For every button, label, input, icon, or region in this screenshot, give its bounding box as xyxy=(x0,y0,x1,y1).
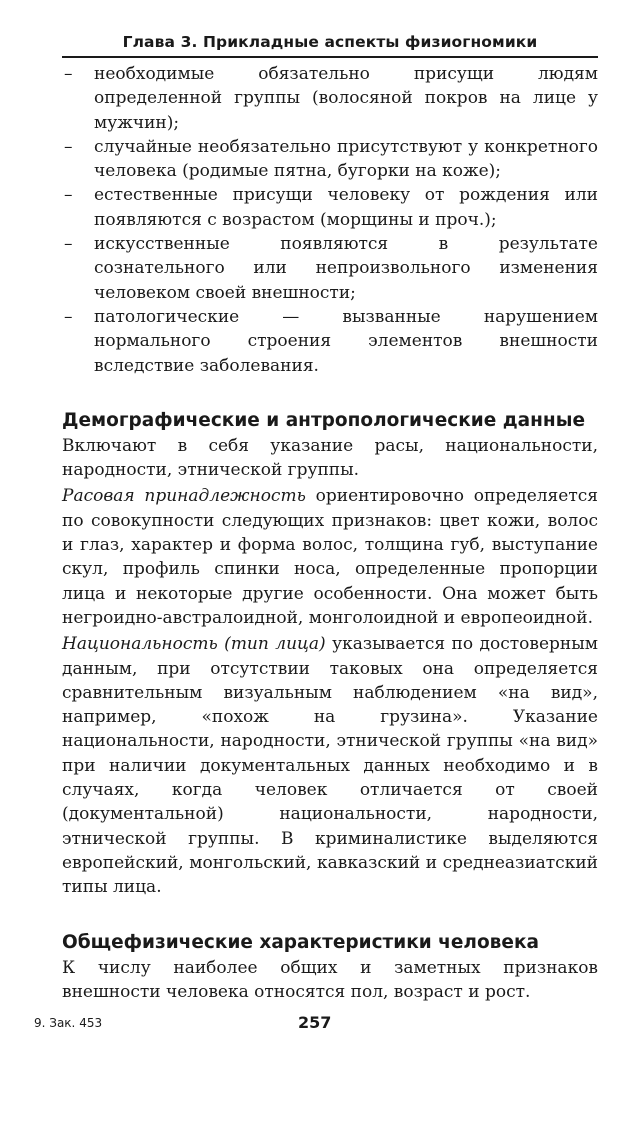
printer-signature: 9. Зак. 453 xyxy=(34,1016,103,1030)
nationality-term: Национальность (тип лица) xyxy=(62,634,326,655)
race-paragraph xyxy=(62,484,598,630)
chapter-running-head: Глава 3. Прикладные аспекты физиогномики xyxy=(122,33,538,51)
feature-types-list xyxy=(62,62,598,378)
list-item-text: патологические — вызванные нарушением нормального строения элементов внешности вследствие заболевания. xyxy=(94,306,598,376)
page-number: 257 xyxy=(298,1013,332,1032)
list-item xyxy=(62,305,598,378)
list-item xyxy=(62,135,598,184)
list-item xyxy=(62,62,598,135)
list-item-text: естественные присущи человеку от рождения или появляются с возрастом (морщины и проч.); xyxy=(94,185,598,230)
list-item xyxy=(62,183,598,232)
list-item-text: случайные необязательно присутствуют у конкретного человека (родимые пятна, бугорки на коже); xyxy=(94,136,598,182)
list-item-text: необходимые обязательно присущи людям определенной группы (волосяной покров на лице у мужчин); xyxy=(94,64,598,133)
nationality-text: указывается по достоверным данным, при отсутствии таковых она определяется сравнительным визуальным наблюдением «на вид», например, «похож на грузина». Указание национальности, народности, этнической группы «на вид» при наличии документальных данных необходимо и в случаях, когда человек отличается от своей (документальной) национальности, народности, этнической группы. В криминалистике выделяются европейский, монгольский, кавказский и среднеазиатский типы лица. xyxy=(62,634,598,898)
dash-marker: – xyxy=(64,234,73,255)
dash-marker: – xyxy=(64,306,73,327)
demographic-intro-paragraph: Включают в себя указание расы, национальности, народности, этнической группы. xyxy=(62,435,598,481)
physical-paragraph: К числу наиболее общих и заметных признаков внешности человека относятся пол, возраст и рост. xyxy=(62,957,598,1002)
list-item xyxy=(62,232,598,305)
section-title-physical: Общефизические характеристики человека xyxy=(62,931,539,953)
dash-marker: – xyxy=(64,136,73,157)
section-title-demographic: Демографические и антропологические данные xyxy=(62,409,585,431)
header-rule xyxy=(62,56,598,58)
main-text xyxy=(62,62,598,1004)
dash-marker: – xyxy=(64,64,73,84)
dash-marker: – xyxy=(64,185,73,206)
race-term: Расовая принадлежность xyxy=(62,486,306,507)
race-text: ориентировочно определяется по совокупности следующих признаков: цвет кожи, волос и глаз, характер и форма волос, толщина губ, выступание скул, профиль спинки носа, определенные пропорции лица и некоторые другие особенности. Она может быть негроидно-австралоидной, монголоидной и европеоидной. xyxy=(62,486,598,628)
nationality-paragraph xyxy=(62,632,598,899)
list-item-text: искусственные появляются в результате сознательного или непроизвольного изменения человеком своей внешности; xyxy=(94,234,598,303)
